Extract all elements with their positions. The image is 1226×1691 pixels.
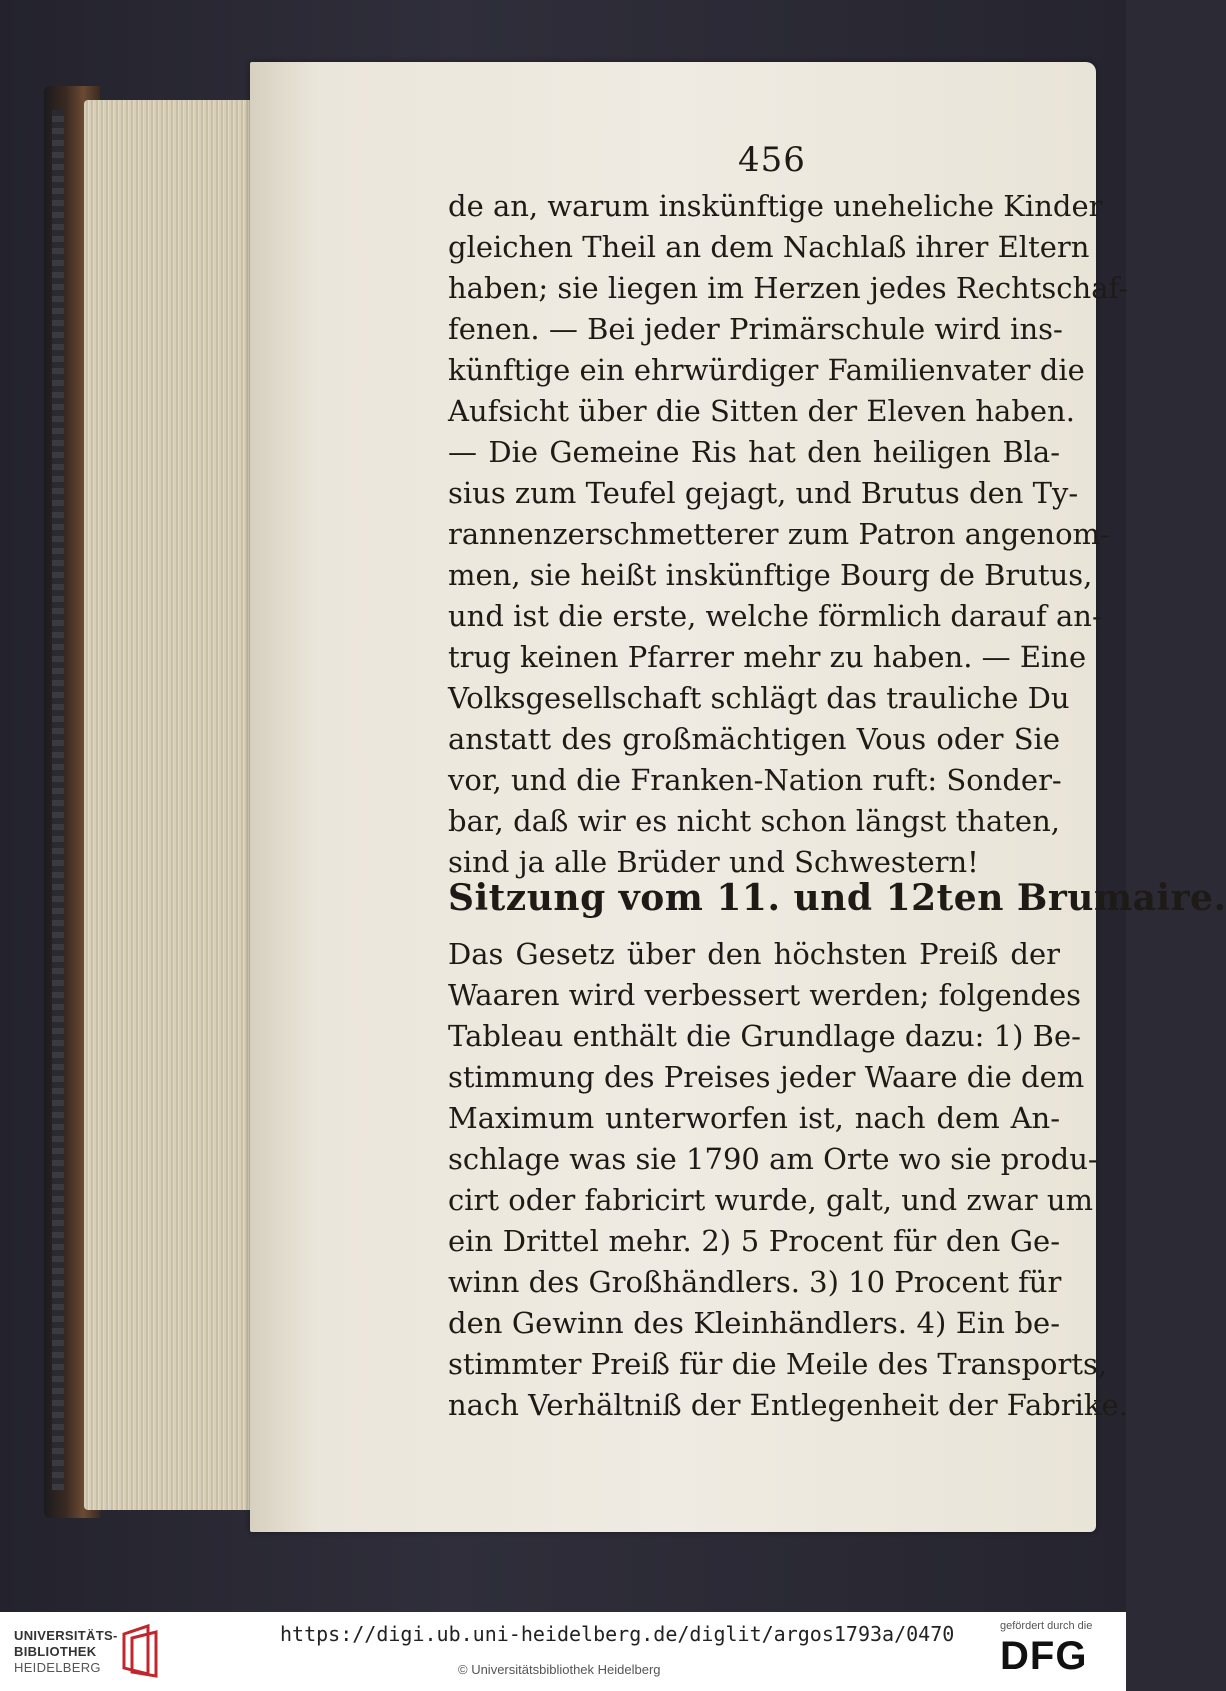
text-line: künftige ein ehrwürdiger Familienvater die xyxy=(448,353,1085,387)
dfg-logo[interactable]: DFG xyxy=(1000,1634,1088,1678)
text-line: de an, warum inskünftige uneheliche Kinder xyxy=(448,189,1103,223)
text-line: men, sie heißt inskünftige Bourg de Brutus, xyxy=(448,558,1093,592)
text-line: trug keinen Pfarrer mehr zu haben. — Eine xyxy=(448,640,1087,674)
text-line: Das Gesetz über den höchsten Preiß der xyxy=(448,937,1060,971)
library-logo[interactable] xyxy=(14,1622,164,1682)
text-line: schlage was sie 1790 am Orte wo sie produ- xyxy=(448,1142,1098,1176)
text-line: vor, und die Franken-Nation ruft: Sonder- xyxy=(448,763,1062,797)
text-line: fenen. — Bei jeder Primärschule wird ins- xyxy=(448,312,1063,346)
text-line: bar, daß wir es nicht schon längst thaten, xyxy=(448,804,1060,838)
text-line: sius zum Teufel gejagt, und Brutus den Ty- xyxy=(448,476,1079,510)
text-line: den Gewinn des Kleinhändlers. 4) Ein be- xyxy=(448,1306,1060,1340)
text-line: Volksgesellschaft schlägt das trauliche Du xyxy=(448,681,1070,715)
text-line: cirt oder fabricirt wurde, galt, und zwar um xyxy=(448,1183,1094,1217)
text-line: Tableau enthält die Grundlage dazu: 1) Be- xyxy=(448,1019,1081,1053)
text-line: sind ja alle Brüder und Schwestern! xyxy=(448,845,979,879)
text-line: Aufsicht über die Sitten der Eleven haben. xyxy=(448,394,1075,428)
text-line: ein Drittel mehr. 2) 5 Procent für den Ge- xyxy=(448,1224,1060,1258)
text-line: nach Verhältniß der Entlegenheit der Fabrike. xyxy=(448,1388,1128,1422)
funded-by-text: gefördert durch die xyxy=(1000,1620,1093,1632)
page-edges xyxy=(84,100,264,1510)
text-line: rannenzerschmetterer zum Patron angenom- xyxy=(448,517,1110,551)
text-line: stimmung des Preises jeder Waare die dem xyxy=(448,1060,1085,1094)
viewer-footer xyxy=(0,1612,1126,1691)
book-spine-strip xyxy=(52,110,64,1490)
library-seal-icon xyxy=(118,1624,164,1678)
text-line: haben; sie liegen im Herzen jedes Rechtschaf- xyxy=(448,271,1129,305)
text-line: stimmter Preiß für die Meile des Transports, xyxy=(448,1347,1108,1381)
text-line: gleichen Theil an dem Nachlaß ihrer Eltern xyxy=(448,230,1090,264)
text-line: winn des Großhändlers. 3) 10 Procent für xyxy=(448,1265,1062,1299)
text-line: — Die Gemeine Ris hat den heiligen Bla- xyxy=(448,435,1060,469)
logo-line: HEIDELBERG xyxy=(14,1660,101,1675)
text-line: Waaren wird verbessert werden; folgendes xyxy=(448,978,1082,1012)
copyright-text: © Universitätsbibliothek Heidelberg xyxy=(458,1662,661,1677)
page-number: 456 xyxy=(738,140,806,180)
text-line: und ist die erste, welche förmlich darauf an- xyxy=(448,599,1102,633)
permalink-url[interactable]: https://digi.ub.uni-heidelberg.de/diglit/argos1793a/0470 xyxy=(280,1622,955,1646)
logo-line: UNIVERSITÄTS- xyxy=(14,1628,118,1643)
section-heading: Sitzung vom 11. und 12ten Brumaire. xyxy=(448,877,1226,919)
logo-line: BIBLIOTHEK xyxy=(14,1644,97,1659)
text-line: anstatt des großmächtigen Vous oder Sie xyxy=(448,722,1060,756)
text-line: Maximum unterworfen ist, nach dem An- xyxy=(448,1101,1060,1135)
